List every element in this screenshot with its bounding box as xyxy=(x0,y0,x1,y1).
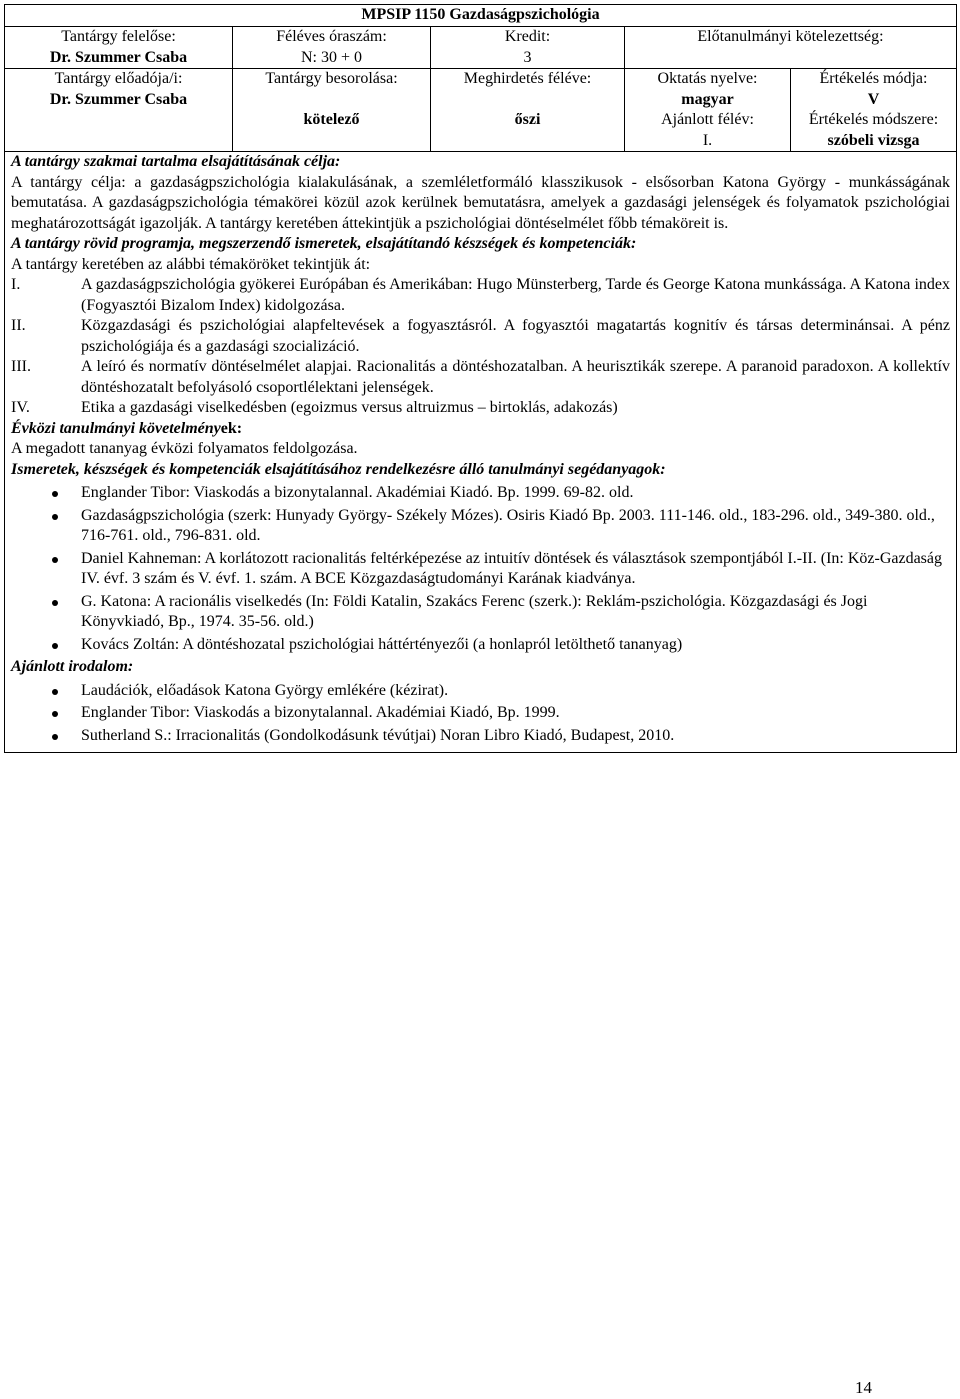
goal-heading: A tantárgy szakmai tartalma elsajátításának célja: xyxy=(11,153,341,170)
material-item: Gazdaságpszichológia (szerk: Hunyady György- Székely Mózes). Osiris Kiadó Bp. 2003. 111-146. old., 183-296. old., 349-380. old., 716-761. old., 796-831. old. xyxy=(11,506,950,547)
literature-heading: Ajánlott irodalom: xyxy=(11,658,134,675)
assessment-cell xyxy=(791,69,957,111)
method-value: szóbeli vizsga xyxy=(827,131,920,149)
course-syllabus-table xyxy=(4,4,957,753)
lecturer-label: Tantárgy előadója/i: xyxy=(54,70,183,87)
program-item-number: I. xyxy=(11,276,21,293)
goal-text: A tantárgy célja: a gazdaságpszichológia kialakulásának, a szemléletformáló klasszikusok - elsősorban Katona György - munkásságának bemutatása. A gazdaságpszichológia témakörei közül azok kerülnek bemutatásra, amelyek a gazdasági jelenségek és folyamatok pszichológiai meghatározottságát igazolják. A tantárgy keretében áttekintjük a pszichológiai döntéselmélet főbb témaköreit is. xyxy=(11,173,950,232)
semester-value: őszi xyxy=(514,110,541,128)
program-item xyxy=(11,398,950,419)
material-item: Kovács Zoltán: A döntéshozatal pszichológiai háttértényezői (a honlapról letölthető tananyag) xyxy=(11,635,950,656)
classification-value: kötelező xyxy=(303,110,360,128)
semester-cell xyxy=(431,69,625,152)
classification-cell xyxy=(233,69,431,152)
program-item xyxy=(11,275,950,316)
assessment-label: Értékelés módja: xyxy=(819,70,928,87)
semester-label: Meghirdetés féléve: xyxy=(463,70,592,87)
program-item-number: II. xyxy=(11,317,26,334)
lecturer-name: Dr. Szummer Csaba xyxy=(49,90,188,108)
material-item: G. Katona: A racionális viselkedés (In: Földi Katalin, Szakács Ferenc (szerk.): Reklám-pszichológia. Közgazdasági és Jogi Könyvkiadó, Bp., 1974. 35-56. old.) xyxy=(11,592,950,633)
recommended-label: Ajánlott félév: xyxy=(661,111,754,128)
materials-heading: Ismeretek, készségek és kompetenciák elsajátításához rendelkezésre álló tanulmányi segédanyagok: xyxy=(11,460,666,478)
responsible-name: Dr. Szummer Csaba xyxy=(49,48,188,66)
program-item-number: IV. xyxy=(11,399,30,416)
program-list xyxy=(11,275,950,419)
credit-value: 3 xyxy=(523,48,532,66)
method-label: Értékelés módszere: xyxy=(808,111,939,128)
language-value: magyar xyxy=(681,90,734,108)
program-item xyxy=(11,357,950,398)
language-cell xyxy=(625,69,791,111)
program-item-text: Etika a gazdasági viselkedésben (egoizmus versus altruizmus – birtoklás, adakozás) xyxy=(81,399,618,416)
prerequisite-cell xyxy=(625,27,957,69)
course-title: MPSIP 1150 Gazdaságpszichológia xyxy=(5,5,957,27)
credit-cell xyxy=(431,27,625,69)
hours-cell xyxy=(233,27,431,69)
recommended-cell xyxy=(625,110,791,152)
material-item: Daniel Kahneman: A korlátozott racionalitás feltérképezése az intuitív döntések és választások szempontjából I.-II. (In: Köz-Gazdaság IV. évf. 3 szám és V. évf. 1. szám. A BCE Közgazdaságtudományi Karának kiadványa. xyxy=(11,549,950,590)
recommended-value: I. xyxy=(702,131,713,149)
literature-item: Sutherland S.: Irracionalitás (Gondolkodásunk tévútjai) Noran Libro Kiadó, Budapest, 2010. xyxy=(11,726,950,747)
literature-list xyxy=(11,681,950,747)
course-body xyxy=(5,152,957,753)
requirements-heading-main: Évközi tanulmányi követelmény xyxy=(11,419,221,437)
requirements-heading xyxy=(11,419,950,440)
credit-label: Kredit: xyxy=(504,28,551,45)
program-item xyxy=(11,316,950,357)
material-item: Englander Tibor: Viaskodás a bizonytalannal. Akadémiai Kiadó. Bp. 1999. 69-82. old. xyxy=(11,483,950,504)
responsible-label: Tantárgy felelőse: xyxy=(61,28,176,45)
responsible-cell xyxy=(5,27,233,69)
literature-item: Englander Tibor: Viaskodás a bizonytalannal. Akadémiai Kiadó, Bp. 1999. xyxy=(11,703,950,724)
requirements-heading-suffix: ek: xyxy=(220,419,243,437)
program-item-text: A gazdaságpszichológia gyökerei Európában és Amerikában: Hugo Münsterberg, Tarde és George Katona munkássága. A Katona index (Fogyasztói Bizalom Index) kidolgozása. xyxy=(81,276,950,314)
requirements-text: A megadott tananyag évközi folyamatos feldolgozása. xyxy=(11,440,358,457)
literature-item: Laudációk, előadások Katona György emlékére (kézirat). xyxy=(11,681,950,702)
materials-list xyxy=(11,483,950,655)
page-number: 14 xyxy=(855,1378,872,1397)
assessment-value: V xyxy=(867,90,880,108)
program-item-text: A leíró és normatív döntéselmélet alapjai. Racionalitás a döntéshozatalban. A heurisztikák szerepe. A paranoid paradoxon. A kollektív döntéshozatalt befolyásoló csoportlélektani jelenségek. xyxy=(81,358,950,396)
method-cell xyxy=(791,110,957,152)
classification-label: Tantárgy besorolása: xyxy=(265,70,398,87)
program-item-text: Közgazdasági és pszichológiai alapfeltevések a fogyasztásról. A fogyasztói magatartás kognitív és társas determinánsai. A pénz pszichológiája és a gazdasági szocializáció. xyxy=(81,317,950,355)
hours-value: N: 30 + 0 xyxy=(300,48,363,66)
hours-label: Féléves óraszám: xyxy=(276,28,387,45)
program-heading: A tantárgy rövid programja, megszerzendő ismeretek, elsajátítandó készségek és kompetenciák: xyxy=(11,235,637,252)
lecturer-cell xyxy=(5,69,233,152)
program-item-number: III. xyxy=(11,358,31,375)
prerequisite-label: Előtanulmányi kötelezettség: xyxy=(697,28,884,45)
program-intro: A tantárgy keretében az alábbi témaköröket tekintjük át: xyxy=(11,255,371,273)
language-label: Oktatás nyelve: xyxy=(657,70,758,87)
